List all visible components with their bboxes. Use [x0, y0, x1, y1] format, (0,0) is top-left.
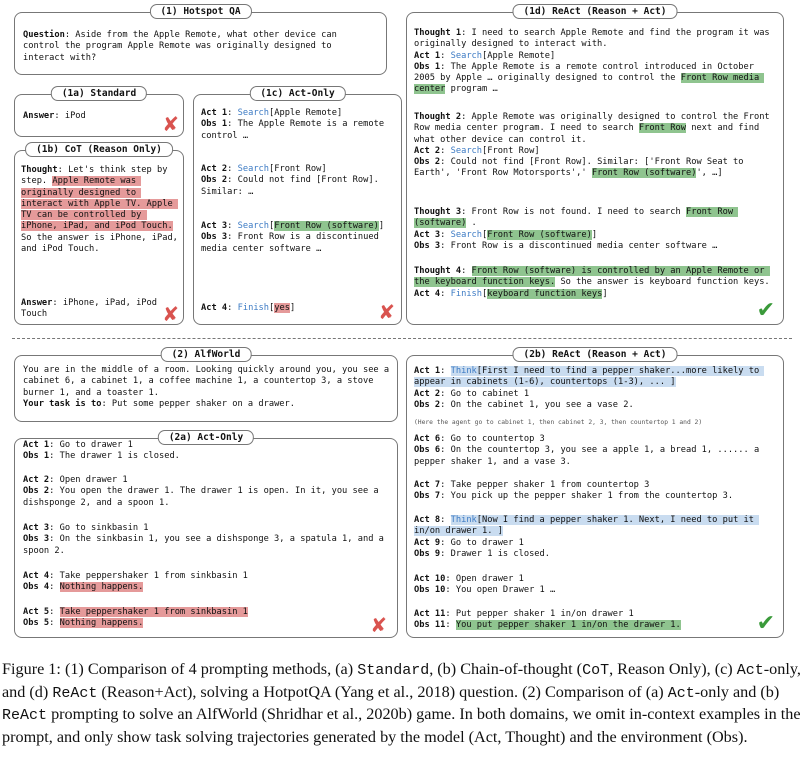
correct-mark-icon: ✔: [756, 611, 775, 636]
react-step3: Thought 3: Front Row is not found. I need to search Front Row (software) . Act 3: Search[Front Row (software)] Obs 3: Front Row is a discontinued media center software …: [414, 207, 739, 251]
act-only-step1: Act 1: Search[Apple Remote] Obs 1: The Apple Remote is a remote control …: [201, 108, 390, 141]
standard-answer: Answer: iPod: [23, 111, 86, 121]
alf-react-title: (2b) ReAct (Reason + Act): [513, 347, 678, 362]
hotpotqa-question: Question: Aside from the Apple Remote, what other device can control the program Apple Remote was originally designed to interact with?: [23, 30, 343, 63]
alf-react-step8: Act 8: Think[Now I find a pepper shaker 1. Next, I need to put it in/on drawer 1. ] Act 9: Go to drawer 1 Obs 9: Drawer 1 is closed.: [414, 515, 760, 559]
hotpotqa-panel: [14, 6, 387, 75]
wrong-mark-icon: ✘: [162, 302, 179, 326]
cot-thought: Thought: Let's think step by step. Apple Remote was originally designed to interact with Apple TV. Apple TV can be controlled by iPhone, iPad, and iPod Touch. So the answer is iPhone, iPad, and iPod Touch.: [21, 165, 184, 255]
alf-react-step1: Act 1: Think[First I need to find a pepper shaker...more likely to appear in cabinets (1-6), countertops (1-3), ... ] Act 2: Go to cabinet 1 Obs 2: On the cabinet 1, you see a vase 2.: [414, 366, 765, 410]
alf-act-step2: Act 2: Open drawer 1 Obs 2: You open the drawer 1. The drawer 1 is open. In it, you see a dishsponge 2, and a spoon 1.: [23, 475, 384, 508]
hotpotqa-title: (1) Hotspot QA: [149, 4, 251, 19]
alf-react-step7: Act 7: Take pepper shaker 1 from countertop 3 Obs 7: You pick up the pepper shaker 1 from the countertop 3.: [414, 480, 734, 502]
act-only-panel: [193, 88, 402, 325]
react-panel: [406, 6, 784, 325]
alfworld-title: (2) AlfWorld: [161, 347, 252, 362]
cot-answer: Answer: iPhone, iPad, iPod Touch: [21, 298, 163, 320]
alfworld-panel: [14, 349, 398, 422]
react-step4: Thought 4: Front Row (software) is controlled by an Apple Remote or the keyboard function keys. So the answer is keyboard function keys. Act 4: Finish[keyboard function keys]: [414, 266, 770, 299]
alfworld-intro: You are in the middle of a room. Looking quickly around you, you see a cabinet 6, a cabinet 1, a coffee machine 1, a countertop 3, a stove burner 1, and a toaster 1. Your task is to: Put some pepper shaker on a drawer.: [23, 365, 395, 409]
figure-caption: Figure 1: (1) Comparison of 4 prompting methods, (a) Standard, (b) Chain-of-thought (CoT, Reason Only), (c) Act-only, and (d) ReAct (Reason+Act), solving a HotpotQA (Yang et al., 2018) question. (2) Comparison of (a) Act-only and (b) ReAct prompting to solve an AlfWorld (Shridhar et al., 2020b) game. In both domains, we omit in-context examples in the prompt, and only show task solving trajectories generated by the model (Act, Thought) and the environment (Obs).: [2, 660, 801, 746]
act-only-step3: Act 3: Search[Front Row (software)] Obs 3: Front Row is a discontinued media center software …: [201, 221, 385, 254]
cot-panel: [14, 144, 184, 326]
alf-react-step11: Act 11: Put pepper shaker 1 in/on drawer 1 Obs 11: You put pepper shaker 1 in/on the drawer 1.: [414, 609, 681, 631]
react-title: (1d) ReAct (Reason + Act): [513, 4, 678, 19]
wrong-mark-icon: ✘: [378, 300, 395, 324]
react-step1: Thought 1: I need to search Apple Remote and find the program it was originally designed to interact with. Act 1: Search[Apple Remote] Obs 1: The Apple Remote is a remote control introduced in October 2005 by Apple … originally designed to control the Front Row media center program …: [414, 28, 775, 95]
alf-react-note: (Here the agent go to cabinet 1, then cabinet 2, 3, then countertop 1 and 2): [414, 419, 703, 426]
section-divider: [12, 338, 792, 339]
react-step2: Thought 2: Apple Remote was originally designed to control the Front Row media center program. I need to search Front Row next and find what other device can control it. Act 2: Search[Front Row] Obs 2: Could not find [Front Row]. Similar: ['Front Row Seat to Earth', 'Front Row Motorsports',' Front Row (software)', …]: [414, 112, 775, 179]
standard-panel: [14, 88, 184, 137]
alf-act-only-panel: [14, 432, 398, 638]
cot-title: (1b) CoT (Reason Only): [25, 142, 173, 157]
alf-act-only-title: (2a) Act-Only: [158, 430, 254, 445]
act-only-step2: Act 2: Search[Front Row] Obs 2: Could not find [Front Row]. Similar: …: [201, 164, 385, 197]
alf-act-step5: Act 5: Take peppershaker 1 from sinkbasin 1 Obs 5: Nothing happens.: [23, 607, 248, 629]
alf-react-step6: Act 6: Go to countertop 3 Obs 6: On the countertop 3, you see a apple 1, a bread 1, ...... a pepper shaker 1, and a vase 3.: [414, 434, 765, 467]
act-only-title: (1c) Act-Only: [249, 86, 345, 101]
act-only-step4: Act 4: Finish[yes]: [201, 303, 296, 313]
alf-react-panel: [406, 349, 784, 638]
alf-act-step3: Act 3: Go to sinkbasin 1 Obs 3: On the sinkbasin 1, you see a dishsponge 3, a spatula 1, and a spoon 2.: [23, 523, 390, 556]
correct-mark-icon: ✔: [756, 298, 775, 323]
standard-title: (1a) Standard: [51, 86, 147, 101]
alf-react-step10: Act 10: Open drawer 1 Obs 10: You open Drawer 1 …: [414, 574, 556, 596]
wrong-mark-icon: ✘: [370, 613, 387, 637]
alf-act-step4: Act 4: Take peppershaker 1 from sinkbasin 1 Obs 4: Nothing happens.: [23, 571, 248, 593]
wrong-mark-icon: ✘: [162, 112, 179, 136]
alf-act-step1: Act 1: Go to drawer 1 Obs 1: The drawer 1 is closed.: [23, 440, 180, 462]
